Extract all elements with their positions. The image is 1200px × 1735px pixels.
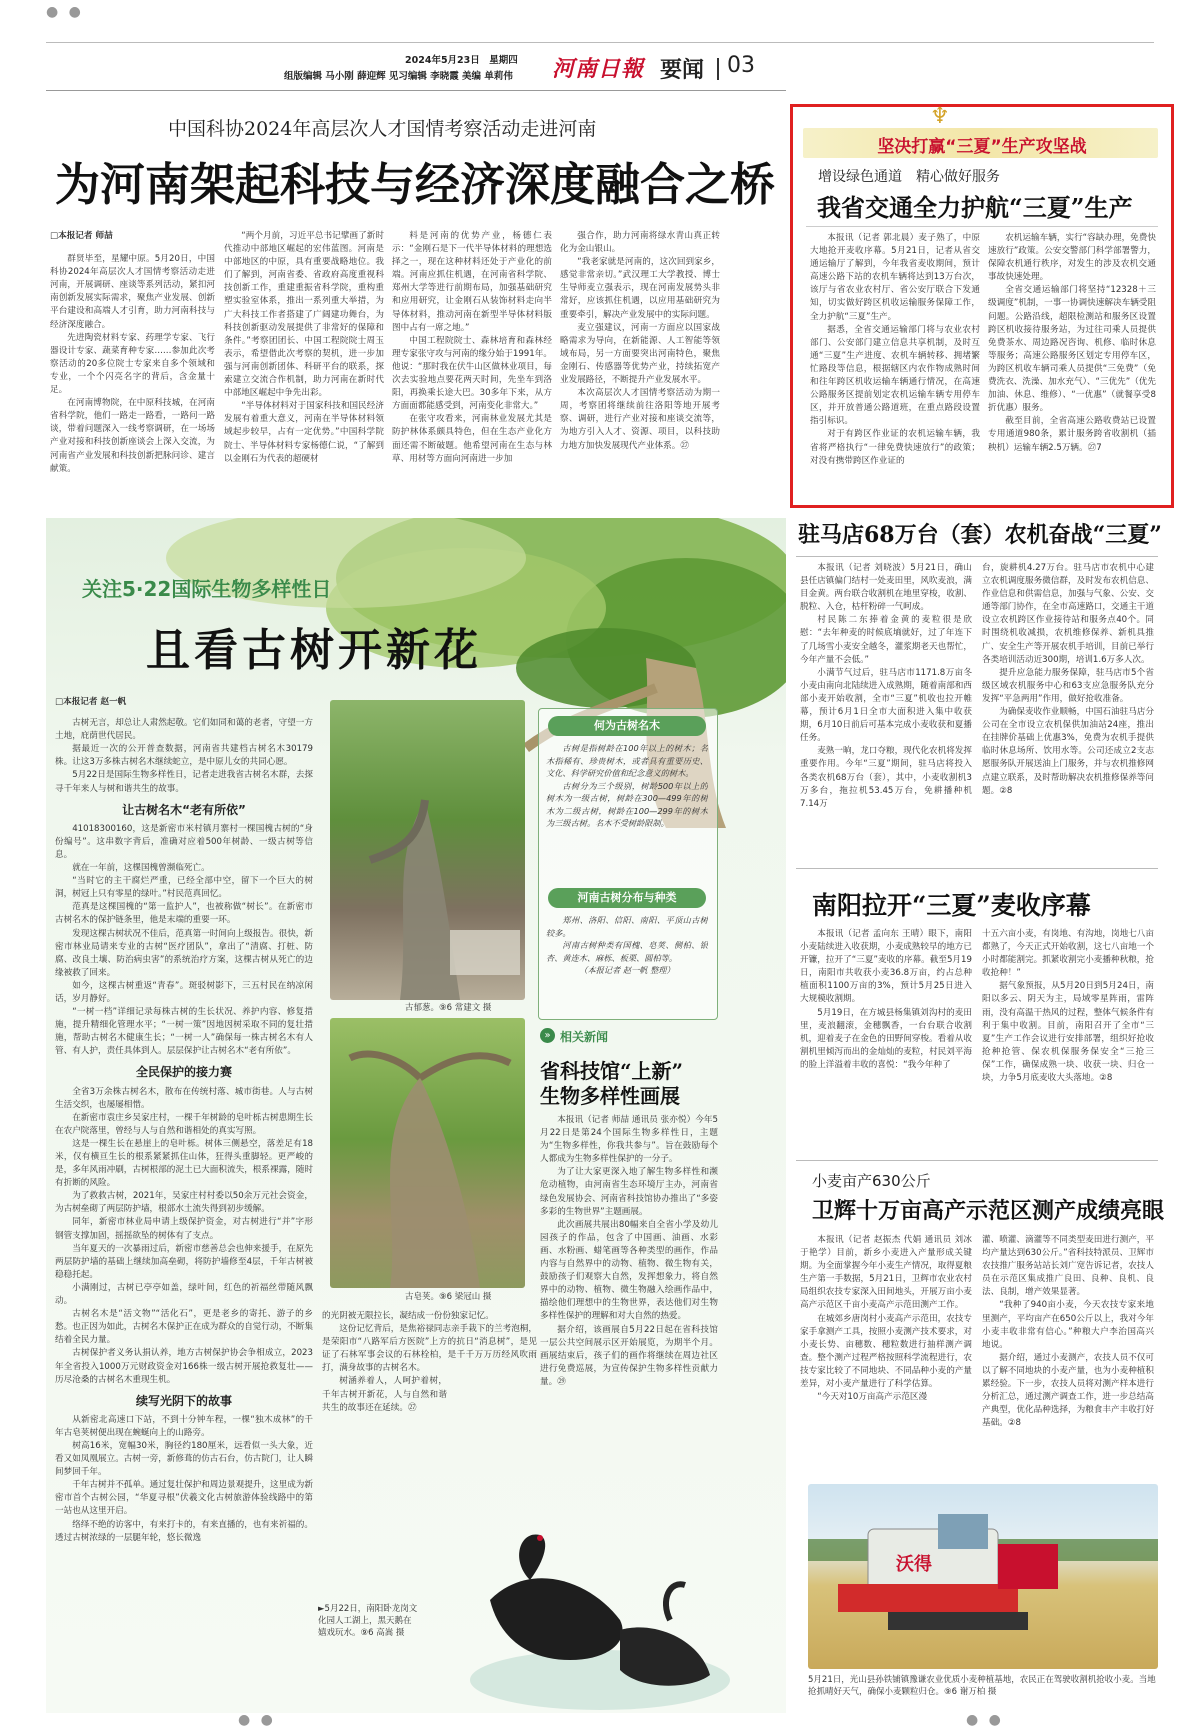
para: 范真是这棵国槐的“第一监护人”，也被称做“树长”。在新密市古树名木的保护链条里，他是末端的重要一环。 [55, 902, 313, 926]
para: 古树分为三个级别，树龄500年以上的树木为一级古树，树龄在300—499年的树木为二级古树，树龄在100—299年的树木为三级古树。名木不受树龄限制。 [546, 780, 708, 828]
lead-col-4 [560, 230, 720, 515]
ny-headline: 南阳拉开“三夏”麦收序幕 [812, 891, 1091, 920]
para: 村民陈二东捧着金黄的麦粒很是欣慰：“去年种麦的时候底墒就好，过了年连下了几场雪小麦安全越冬，灌浆期老天也帮忙，今年产量不会低。” [800, 615, 972, 665]
para: “我老家就是河南的，这次回到家乡，感觉非常亲切。”武汉理工大学教授、博士生导师麦立强表示，现在河南发展势头非常好，应该抓住机遇，以应用基础研究为重要牵引，解决产业发展中的实际问题。 [560, 257, 720, 320]
para: 小满节气过后，驻马店市1171.8万亩冬小麦由南向北陆续进入成熟期，随着南部和西部小麦开始收割，全市“三夏”机收也拉开帷幕，预计6月1日全市大面积进入集中收获期，6月10日前后可基本完成小麦收获和夏播任务。 [800, 667, 972, 744]
top-rule [46, 42, 1154, 43]
info-box-title-1: 何为古树名木 [548, 716, 706, 736]
para: 41018300160，这是新密市米村镇月寨村一棵国槐古树的“身份编号”。这串数字背后，准确对应着500年树龄、一级古树等信息。 [55, 823, 313, 860]
para: 当年夏天的一次暴雨过后，新密市慈善总会也伸来援手，在原先两层防护墙的基础上继续加高垒砌，将防护墙修至4层，千年古树被稳稳托起。 [55, 1243, 313, 1280]
para: 本报讯（记者 刘晓波）5月21日，确山县任店镇偏门结村一处麦田里，风吹麦浪，满目金黄。两台联合收割机在地里穿梭，收割、脱粒、入仓，枯杆粉碎一气呵成。 [800, 563, 972, 613]
info-box-text-2 [546, 914, 708, 1014]
para: 本报讯（记者 郭北晨）麦子熟了，中原大地抢开麦收序幕。5月21日，记者从省交通运输厅了解到，今年我省麦收期间，预计高速公路下站的农机车辆将达到13万台次，该厅与省农业农村厅、省公安厅联合下发通知，切实做好跨区机收运输服务保障工作，全力护航“三夏”生产。 [810, 233, 980, 322]
lead-col-1 [50, 230, 215, 515]
sanxia-col-2 [988, 232, 1156, 500]
feature-tail [322, 1310, 537, 1450]
para: 对于有跨区作业证的农机运输车辆，我省将严格执行“一律免费快速放行”的政策；对没有携带跨区作业证的 [810, 429, 980, 466]
harvester-photo [808, 1484, 1158, 1669]
info-box-text-1 [546, 742, 708, 882]
para: 5月19日，在方城县杨集镇刘沟村的麦田里，麦浪翻滚，金穗飘香，一台台联合收割机，迎着麦子在金色的田野间穿梭。看着从收割机里倾泻而出的金灿灿的麦粒，村民刘平海的脸上洋溢着丰收的喜悦：“我今年种了 [800, 1007, 972, 1070]
newspaper-logo: 河南日報 [552, 56, 645, 82]
para: 就在一年前，这棵国槐曾濒临死亡。 [72, 863, 210, 874]
header-rule [46, 90, 786, 91]
para: 本报讯（记者 师喆 通讯员 张亦悦）今年5月22日是第24个国际生物多样性日，主题为“生物多样性，你我共参与”。旨在鼓励每个人都成为生物多样性保护的一分子。 [540, 1115, 718, 1165]
para: 为确保麦收作业顺畅，中国石油驻马店分公司在全市设立农机保供加油站24座，推出在挂牌价基础上优惠3%，免费为农机手提供临时休息场所、饮用水等。公司还成立2支志愿服务队开展送油上门服务，并与农机推修网点建立联系，及时帮助解决农机推修保养等问题。②8 [982, 707, 1154, 796]
para: 全省交通运输部门将坚持“12328＋三级调度”机制，一事一协调快速解决车辆受阻问题。公路沿线，超限检测站和服务区设置跨区机收接待服务站，为过往司乘人员提供免费茶水、周边路况咨询、机修、临时休息等服务；高速公路服务区划定专用停车区，为跨区机收车辆司乘人员提供“三免费”（免费洗衣、洗澡、加水充气）、“三优先”（优先加油、休息、维修）、“一优惠”（就餐享受8折优惠）服务。 [988, 285, 1156, 414]
para: 发现这棵古树状况不佳后，范真第一时间向上级报告。很快，新密市林业局请来专业的古树“医疗团队”，拿出了“清腐、打桩、防腐、改良土壤、防治病虫害”的系统治疗方案，这棵古树从死亡的边缘被救了回来。 [55, 928, 313, 978]
para: 郑州、洛阳、信阳、南阳、平顶山古树较多。 [546, 915, 708, 938]
header-editors: 组版编辑 马小刚 薛迎辉 见习编辑 李晓霞 美编 单莉伟 [284, 71, 513, 82]
para: 提升应急能力服务保障，驻马店市5个省级区域农机服务中心和63支应急服务队充分发挥“平急两用”作用，做好抢收准备。 [982, 667, 1154, 704]
para: “今天对10万亩高产示范区漫 [817, 1392, 928, 1403]
para: 为了救救古树，2021年，吴家庄村村委以50余万元社会资金，为古树垒砌了两层防护墙，根部水土流失得到初步缓解。 [55, 1191, 313, 1215]
para: 树涵养着人，人呵护着树，千年古树开新花，人与自然和谐共生的故事还在延续。㉗ [322, 1376, 447, 1413]
para: 5月22日是国际生物多样性日，记者走进我省古树名木群，去探寻千年来人与树和谐共生的故事。 [55, 770, 313, 794]
para: 此次画展共展出80幅来自全省小学及幼儿园孩子的作品，包含了中国画、油画、水彩画、水粉画、蜡笔画等各种类型的画作，作品内容与自然界中的动物、植物、微生物有关，鼓励孩子们观察大自然，发挥想象力，将自然界中的动物、植物、微生物融入绘画作品中，描绘他们理想中的生物世界，表达他们对生物多样性保护的理解和对大自然的热爱。 [540, 1219, 718, 1322]
para: 灌、喷灌、滴灌等不同类型麦田进行测产，平均产量达到630公斤。”省科技特派员、卫辉市农技推广服务站站长刘广宽告诉记者，农技人员在示范区集成推广良田、良种、良机、良法、良制，增产效果显著。 [982, 1235, 1154, 1298]
para: 据介绍，通过小麦测产，农技人员不仅可以了解不同地块的小麦产量，也为小麦种植积累经验。下一步，农技人员将对测产样本进行分析汇总，通过测产调查工作，进一步总结高产典型，优化品种选择，为粮食丰产丰收打好基础。②8 [982, 1352, 1154, 1429]
sanxia-kicker: 增设绿色通道 精心做好服务 [818, 169, 1000, 185]
tree-photo-1 [330, 700, 525, 1000]
para: 在城郊乡唐岗村小麦高产示范田，农技专家手拿测产工具，按照小麦测产技术要求，对小麦长势、亩穗数、穗粒数进行抽样测产调查。整个测产过程严格按照科学流程进行，农技专家比较了不同地块、不同品种小麦的产量差异，对小麦产量进行了科学估算。 [800, 1313, 972, 1390]
para: 这是一棵生长在悬崖上的皂叶栎。树体三侧悬空，落差足有18米，仅有横亘生长的根系紧紧抓住山体，狂得头重脚轻。更严峻的是，多年风雨冲刷，古树根部的泥土已大面积流失，根系裸露，随时有折断的风险。 [55, 1138, 313, 1189]
swan-illustration [470, 1500, 730, 1710]
info-box-title-2: 河南古树分布与种类 [548, 888, 706, 908]
harvester-header [838, 1584, 1018, 1612]
sanxia-col-1 [810, 232, 980, 500]
section-divider [717, 58, 719, 80]
para: 在张守攻看来，河南林业发展尤其是防护林体系颇具特色，但在生态产业化方面还需不断破题。他希望河南在生态与林草、用材等方面向河南进一步加 [392, 414, 552, 464]
para: 十五六亩小麦，有岗地、有沟地，岗地七八亩都熟了，今天正式开始收割，这七八亩地一个小时都能割完。抓紧收割完小麦播种秋粮，抢收抢种！” [982, 929, 1154, 979]
wh-col-2 [982, 1234, 1154, 1469]
para: 本报讯（记者 孟向东 王晴）眼下，南阳小麦陆续进入收获期，小麦成熟较早的地方已开镰，拉开了“三夏”麦收的序幕。截至5月19日，南阳市共收获小麦36.8万亩，约占总种植面积1100万亩的3%，预计5月25日进入大规模收割期。 [800, 929, 972, 1005]
para: 络绎不绝的访客中，有来打卡的，有来直播的，也有来祈福的。透过古树浓绿的一层腿年轮，悠长微逸 [55, 1519, 313, 1543]
para: 千年古树并不孤单。通过复壮保护和周边景观提升，这里成为新密市首个古树公园，“华夏寻根”伏羲文化古树旅游体验线路中的第一站也从这里开启。 [55, 1480, 313, 1517]
para: 同年，新密市林业局申请上级保护资金，对古树进行“并”字形钢管支撑加固，摇摇欲坠的树体有了支点。 [55, 1217, 313, 1241]
para: 先进陶瓷材料专家、药理学专家、飞行器设计专家、蔬菜育种专家……参加此次考察活动的20多位院士专家来自多个领域和专业，一个个闪亮名字的背后，含金量十足。 [50, 332, 215, 396]
para: 据最近一次的公开普查数据，河南省共建档古树名木30179株。让这3万多株古树名木继续蛇立，是中原儿女的共同心愿。 [55, 744, 313, 768]
lead-kicker: 中国科协2024年高层次人才国情考察活动走进河南 [168, 118, 597, 140]
photo-1-caption: 古郁葱。⑨6 常建文 摄 [405, 1003, 492, 1013]
photo-2-caption: 古皂荚。⑨6 梁冠山 摄 [405, 1292, 492, 1302]
wh-col-1 [800, 1234, 972, 1469]
feature-subhead-2: 全民保护的接力赛 [135, 1065, 232, 1080]
para: 料是河南的优势产业，杨德仁表示：“金刚石是下一代半导体材料的理想选择之一，现在这种材料还处于产业化的前端。河南应抓住机遇，在河南省科学院、郑州大学等进行前期布局，加强基础研究和应用研究，让金刚石从装饰材料走向半导体材料，推动河南在新型半导体材料版图中占有一席之地。” [392, 231, 552, 333]
para: 据悉，全省交通运输部门将与农业农村部门、公安部门建立信息共享机制，及时互通“三夏”生产进度、农机车辆转移、拥堵繁忙路段等信息，根据辖区内农作物成熟时间和往年跨区机收运输车辆通行情况，在高速公路服务区提前划定农机运输车辆专用停车区，并开放普通公路道班，在重点路段设置指引标识。 [810, 324, 980, 427]
feature-headline: 且看古树开新花 [146, 625, 482, 676]
harvester-track [888, 1612, 1028, 1630]
para: 古树保护者义务认捐认养，地方古树保护协会争相成立，2023年全省投入1000万元财政资金对166株一级古树开展抢救复壮——历尽沧桑的古树名木重现生机。 [55, 1348, 313, 1385]
top-dots: ● ● [46, 4, 84, 20]
para: “当时它的主干腐烂严重，已经全部中空，留下一个巨大的树洞，树冠上只有零星的绿叶。”村民范真回忆。 [55, 876, 313, 900]
related-headline-1: 省科技馆“上新” [540, 1059, 684, 1083]
ny-bottom-rule [796, 1160, 1158, 1161]
feature-byline: □本报记者 赵一帆 [55, 697, 127, 707]
para: 强合作，助力河南将绿水青山真正转化为金山银山。 [560, 231, 720, 255]
zmd-bottom-rule [796, 868, 1158, 869]
lead-col-2 [224, 230, 384, 515]
para: “一树一档”详细记录每株古树的生长状况、养护内容、修复措施，提升精细化管理水平；“一树一策”因地因树采取不同的复壮措施，帮助古树名木健康生长；“一树一人”确保每一株古树名木有人管、有人护，责任具体到人。层层保护让古树名木“老有所依”。 [55, 1007, 313, 1057]
para: 树高16米，宽幅30米，胸径约180厘米，远看似一头大象，近看又如凤凰展立。古树一旁，新修葺的仿古石台，仿古院门，让人瞬间梦回千年。 [55, 1440, 313, 1478]
tree-photo-2 [330, 1018, 525, 1288]
lead-col-3 [392, 230, 552, 515]
para: 本次高层次人才国情考察活动为期一周，考察团将继续前往洛阳等地开展考察、调研，进行产业对接和座谈交流等，为地方引入人才、资源、项目，以科技助力地方加快发展现代产业体系。㉗ [560, 388, 720, 451]
zmd-headline: 驻马店68万台（套）农机奋战“三夏” [798, 522, 1162, 548]
header-date: 2024年5月23日 星期四 [405, 55, 518, 66]
para: 在新密市袁庄乡吴家庄村，一棵千年树龄的皂叶栎古树患期生长在农户院落里，曾经与人与自然和谐相处的真实写照。 [55, 1112, 313, 1136]
section-name: 要闻 [660, 58, 705, 83]
para: （本报记者 赵一帆 整理） [579, 965, 675, 975]
para: 小满刚过，古树已亭亭如盖，绿叶间，红色的祈福丝带随风飘动。 [55, 1282, 313, 1307]
zmd-rule [796, 556, 1158, 557]
para: 在河南博物院，在中原科技城，在河南省科学院，他们一路走一路看，一路问一路谈，带着问题深入一线考察调研，在一场场产业对接和科技创新座谈会上深入交流，为河南省产业发展和科技创新把脉问诊、建言献策。 [50, 398, 215, 474]
para: 农机运输车辆，实行“容缺办理，免费快速放行”政策。公安交警部门科学部署警力，保障农机通行秩序，对发生的涉及农机交通事故快速处理。 [988, 233, 1156, 283]
para: 古树无言，却总让人肃然起敬。它们如同和蔼的老者，守望一方土地，庇荫世代居民。 [55, 718, 313, 742]
para: 的光阴被无限拉长，凝结成一份份独家记忆。 [322, 1311, 494, 1321]
ny-col-1 [800, 928, 972, 1154]
related-arrow-icon: » [540, 1028, 555, 1043]
sanxia-banner-text: 坚决打赢“三夏”生产攻坚战 [877, 137, 1087, 157]
feature-subhead-1: 让古树名木“老有所依” [122, 802, 246, 817]
para: 台，旋耕机4.27万台。驻马店市农机中心建立农机调度服务微信群，及时发布农机信息、作业信息和供需信息，加强与气象、公安、交通等部门协作，在全市高速路口，交通主干道设立农机跨区作业接待站和服务点40个。同时围绕机收减损，农机维修保养、新机具推广、安全生产等开展农机手培训，目前已举行各类培训活动近300期，培训1.6万多人次。 [982, 563, 1154, 665]
para: 古树名木是“活文物”“活化石”，更是老乡的寄托、游子的乡愁。也正因为如此，古树名木保护正在成为群众的自觉行动，不断集结着全民力量。 [55, 1309, 313, 1346]
related-headline-2: 生物多样性画展 [540, 1084, 680, 1108]
feature-col-1 [55, 696, 313, 1706]
para: “两个月前，习近平总书记擘画了新时代推动中部地区崛起的宏伟蓝图。河南是中部地区的中原，具有重要战略地位。我们了解到，河南省委、省政府高度重视科技创新工作，重建重振省科学院，重构重塑实验室体系，推出一系列重大举措，为广大科技工作者搭建了广阔建功舞台，为科技创新驱动发展提供了非常好的保障和条件。”考察团团长、中国工程院院士周玉表示，希望借此次考察的契机，进一步加强与河南创新团体、科研平台的联系，探索建立交流合作机制，助力河南在新时代中部地区崛起中争先出彩。 [224, 231, 384, 399]
grain-tank [998, 1544, 1058, 1589]
para: 麦立强建议，河南一方面应以国家战略需求为导向，在新能源、人工智能等领域布局，另一方面要突出河南特色，聚焦金刚石、传感器等优势产业，持续拓宽产业发展路径，不断提升产业发展水平。 [560, 322, 720, 386]
para: 全省3万余株古树名木，散布在传统村落、城市街巷。人与古树生活交织，也屡屡相惜。 [55, 1086, 313, 1110]
wh-kicker: 小麦亩产630公斤 [812, 1172, 931, 1190]
photo-3-caption: ►5月22日，南阳卧龙岗文化园人工湖上，黑天鹅在嬉戏玩水。⑨6 高嵩 摄 [318, 1604, 418, 1638]
harvester-brand: 沃得 [896, 1554, 932, 1575]
related-label: 相关新闻 [560, 1030, 609, 1044]
para: 这份记忆背后，是焦裕禄同志亲手栽下的兰考泡桐，是荣阳市“八路军后方医院”上方的抗日“消息树”，是见证了石林军事会议的石林栓柏，是千千万万历经风吹雨打，满身故事的古树名木。 [322, 1324, 537, 1374]
para: 从新密北高速口下站，不到十分钟车程，一棵“独木成林”的千年古皂荚树便出现在蜿蜒向上的山路旁。 [55, 1414, 313, 1438]
para: 截至目前，全省高速公路收费站已设置专用通道980条，累计服务跨省收割机（插秧机）运输车辆2.5万辆。㉗7 [988, 416, 1156, 453]
zmd-col-2 [982, 562, 1154, 862]
related-text [540, 1114, 718, 1514]
para: 据介绍，该画展自5月22日起在省科技馆一层公共空间展示区开始展览，为期半个月。画展结束后，孩子们的画作将继续在周边社区进行免费巡展，为宣传保护生物多样性贡献力量。㉙ [540, 1324, 718, 1387]
feature-tag: 关注5·22国际生物多样性日 [82, 577, 332, 601]
sanxia-rule [806, 226, 1158, 227]
para: 麦熟一晌，龙口夺粮，现代化农机将发挥重要作用。今年“三夏”期间，驻马店将投入各类农机68万台（套），其中，小麦收割机3万多台，拖拉机53.45万台，免耕播种机7.14万 [800, 746, 972, 809]
para: 群贤毕至，星耀中原。5月20日，中国科协2024年高层次人才国情考察活动走进河南，开展调研、座谈等系列活动，紧扣河南创新发展实际需求，聚焦产业发展、创新平台建设和高端人才引育，助力河南科技与经济深度融合。 [50, 254, 215, 330]
feature-subhead-3: 续写光阴下的故事 [135, 1393, 232, 1408]
lead-headline: 为河南架起科技与经济深度融合之桥 [55, 158, 776, 211]
page-number: 03 [727, 53, 755, 78]
footer-dots-left: ● ● [238, 1712, 276, 1728]
para: 据气象预报，从5月20日到5月24日，南阳以多云、阴天为主，局域零星阵雨，雷阵雨，没有高温干热风的过程，整体气候条件有利于集中收割。目前，南阳召开了全市“三夏”生产工作会议进行安排部署，组织好抢收抢种抢管、保农机保服务保安全“三抢三保”工作，确保成熟一块、收获一块、归仓一块，力争5月底麦收大头落地。②8 [982, 981, 1154, 1084]
lead-byline: □本报记者 师喆 [50, 231, 113, 241]
wheat-icon: ♆ [930, 104, 950, 129]
para: 本报讯（记者 赵振杰 代娟 通讯员 刘冰 于艳学）目前，新乡小麦进入产量形成关键期。为全面掌握今年小麦生产情况，取得夏粮生产第一手数据，5月21日，卫辉市农业农村局组织农技专家深入田间地头，开展万亩小麦高产示范区千亩小麦高产示范田测产工作。 [800, 1235, 972, 1311]
para: 中国工程院院士、森林培育和森林经理专家张守攻与河南的缘分始于1991年。他说：“那时我在伏牛山区做林业项目，每次去实验地点要花两天时间，先坐车到洛阳，再换乘长途大巴。30多年下来，从方方面面都能感受到，河南变化非常大。” [392, 335, 552, 412]
ny-col-2 [982, 928, 1154, 1154]
harvester-cab [938, 1514, 988, 1549]
harvester-caption: 5月21日，光山县孙铁铺镇豫谦农业优质小麦种植基地，农民正在驾驶收割机抢收小麦。当地抢抓晴好天气，确保小麦颗粒归仓。⑨6 谢万柏 摄 [808, 1675, 1156, 1697]
para: “半导体材料对于国家科技和国民经济发展有着重大意义，河南在半导体材料领域起步较早，占有一定优势。”中国科学院院士、半导体材料专家杨德仁说，“了解到以金刚石为代表的超硬材 [224, 401, 384, 464]
para: 如今，这棵古树重返“青春”。斑驳树影下，三五村民在纳凉闲话，岁月静好。 [55, 980, 313, 1004]
footer-dots-right: ● ● [966, 1712, 1004, 1728]
sanxia-headline: 我省交通全力护航“三夏”生产 [817, 193, 1133, 222]
para: 为了让大家更深入地了解生物多样性和濒危动植物，由河南省生态环境厅主办，河南省绿色发展协会、河南省科技馆协办推出了“多姿多彩的生物世界”主题画展。 [540, 1167, 718, 1217]
wh-headline: 卫辉十万亩高产示范区测产成绩亮眼 [812, 1198, 1165, 1224]
zmd-col-1 [800, 562, 972, 862]
para: “我种了940亩小麦，今天农技专家来地里测产，平均亩产在650公斤以上，我对今年小麦丰收非常有信心。”种粮大户李治国高兴地说。 [982, 1300, 1154, 1350]
para: 河南古树种类有国槐、皂荚、侧柏、银杏、黄连木、麻栎、板栗、圆柏等。 [546, 940, 708, 963]
para: 古树是指树龄在100年以上的树木；名木指稀有、珍贵树木，或者具有重要历史、文化、科学研究价值和纪念意义的树木。 [546, 743, 708, 778]
